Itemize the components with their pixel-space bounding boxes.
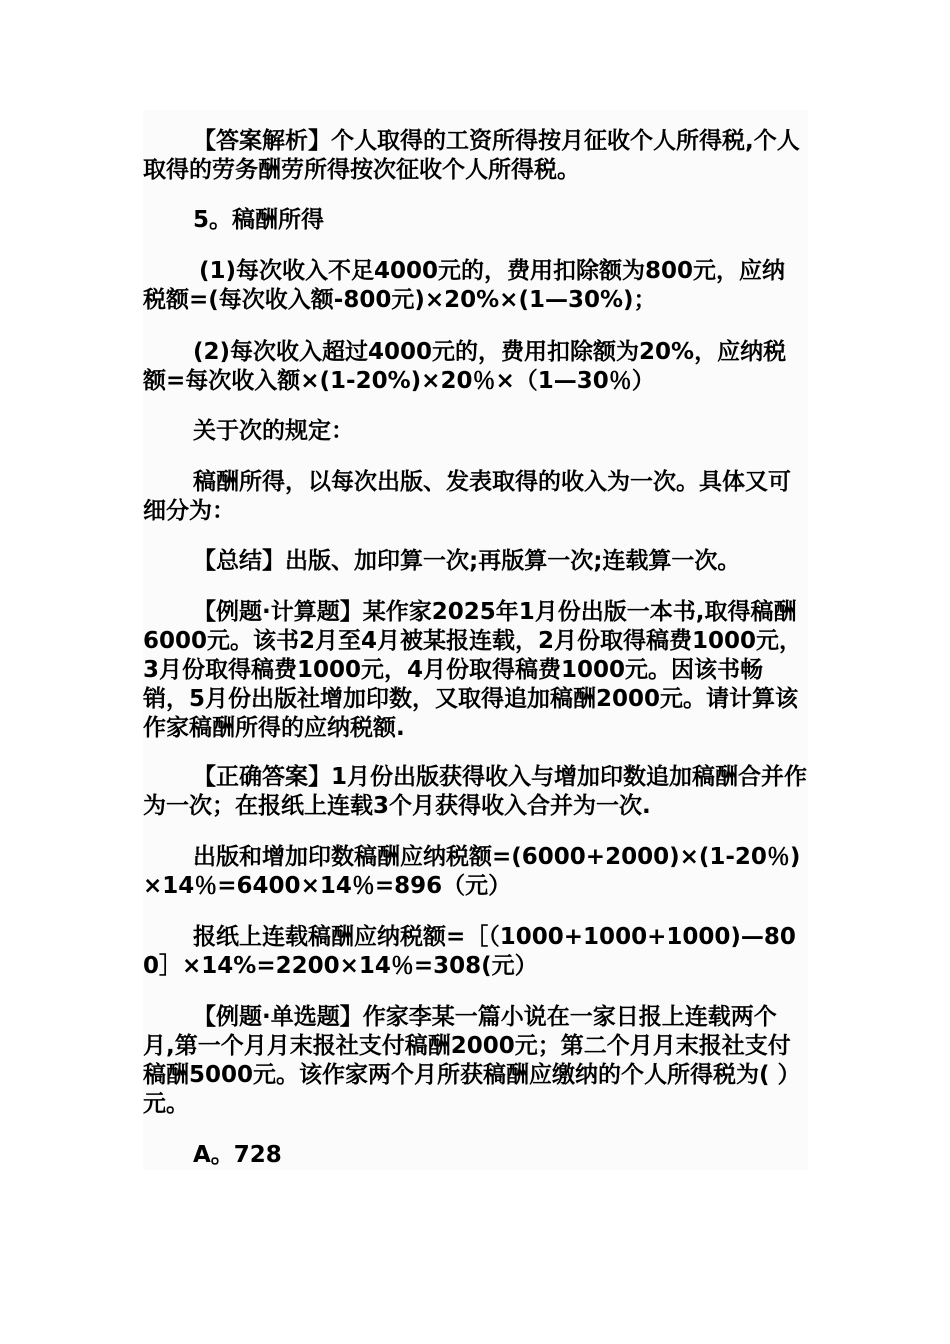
paragraph-serial-tax: 报纸上连载稿酬应纳税额=［（1000+1000+1000)—800］×14%=2200×14％=308(元） (143, 924, 796, 979)
paragraph-example-single-choice: 【例题·单选题】作家李某一篇小说在一家日报上连载两个月,第一个月月末报社支付稿酬2000元；第二个月月末报社支付稿酬5000元。该作家两个月所获稿酬应缴纳的个人所得税为( ）元。 (143, 1004, 801, 1117)
paragraph-times-heading: 关于次的规定： (193, 418, 354, 444)
paragraph-option-a: A。728 (193, 1142, 282, 1168)
paragraph-rule-1: (1)每次收入不足4000元的，费用扣除额为800元，应纳税额=(每次收入额-800元)×20%×(1—30%)； (143, 258, 786, 313)
paragraph-answer-analysis: 【答案解析】个人取得的工资所得按月征收个人所得税,个人取得的劳务酬劳所得按次征收个人所得税。 (143, 128, 800, 183)
paragraph-summary: 【总结】出版、加印算一次;再版算一次;连载算一次。 (193, 548, 741, 574)
paragraph-rule-2: (2)每次收入超过4000元的，费用扣除额为20%，应纳税额=每次收入额×(1-20%)×20％×（1—30％） (143, 339, 787, 394)
paragraph-example-calculation: 【例题·计算题】某作家2025年1月份出版一本书,取得稿酬6000元。该书2月至4月被某报连载，2月份取得稿费1000元，3月份取得稿费1000元，4月份取得稿费1000元。因该书畅销，5月份出版社增加印数，又取得追加稿酬2000元。请计算该作家稿酬所得的应纳税额. (143, 599, 803, 741)
paragraph-section-heading: 5。稿酬所得 (193, 207, 325, 233)
paragraph-publication-tax: 出版和增加印数稿酬应纳税额=(6000+2000)×(1-20％)×14％=6400×14％=896（元） (143, 844, 801, 899)
paragraph-times-definition: 稿酬所得，以每次出版、发表取得的收入为一次。具体又可细分为： (143, 469, 791, 524)
paragraph-correct-answer: 【正确答案】1月份出版获得收入与增加印数追加稿酬合并作为一次；在报纸上连载3个月获得收入合并为一次. (143, 764, 808, 819)
document-body (143, 110, 808, 1170)
